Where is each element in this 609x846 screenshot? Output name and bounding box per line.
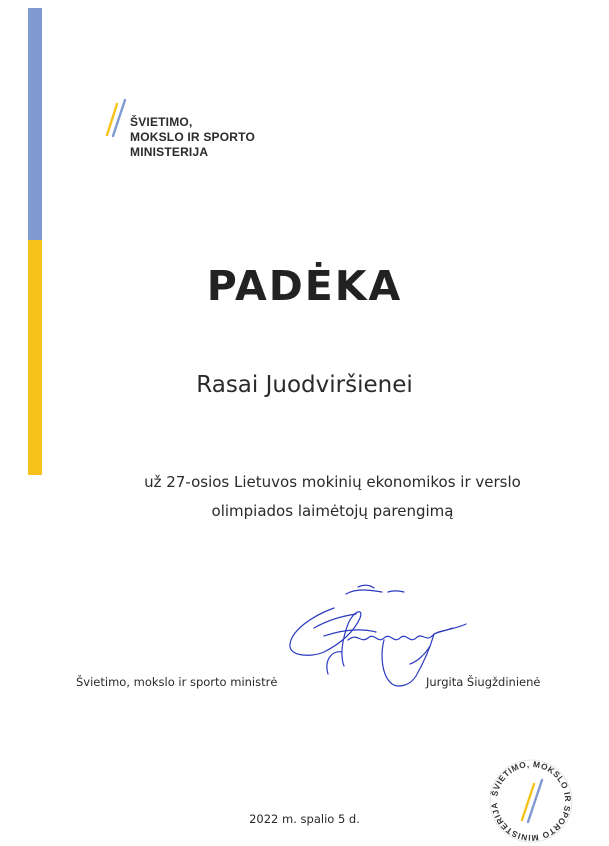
certificate-title: PADĖKA: [206, 262, 403, 310]
ministry-name-line2: MOKSLO IR SPORTO: [130, 130, 255, 144]
award-reason: [0, 468, 609, 526]
issue-date: 2022 m. spalio 5 d.: [249, 812, 360, 826]
award-reason-line2: olimpiados laimėtojų parengimą: [211, 502, 454, 520]
ministry-seal: [486, 756, 576, 846]
ministry-name-line3: MINISTERIJA: [130, 145, 209, 159]
ministry-name-line1: ŠVIETIMO,: [130, 115, 193, 129]
svg-text:ŠVIETIMO, MOKSLO IR SPORTO MIN: [488, 759, 573, 843]
ministry-name: [130, 115, 255, 160]
recipient-name: Rasai Juodviršienei: [196, 372, 413, 398]
signer-name: Jurgita Šiugždinienė: [426, 675, 541, 689]
ministry-logo-icon: [104, 98, 128, 138]
blue-stripe: [28, 8, 42, 240]
award-reason-line1: už 27-osios Lietuvos mokinių ekonomikos ir verslo: [144, 473, 521, 491]
seal-text: ŠVIETIMO, MOKSLO IR SPORTO MINISTERIJA: [488, 758, 574, 844]
signer-position: Švietimo, mokslo ir sporto ministrė: [76, 675, 278, 689]
